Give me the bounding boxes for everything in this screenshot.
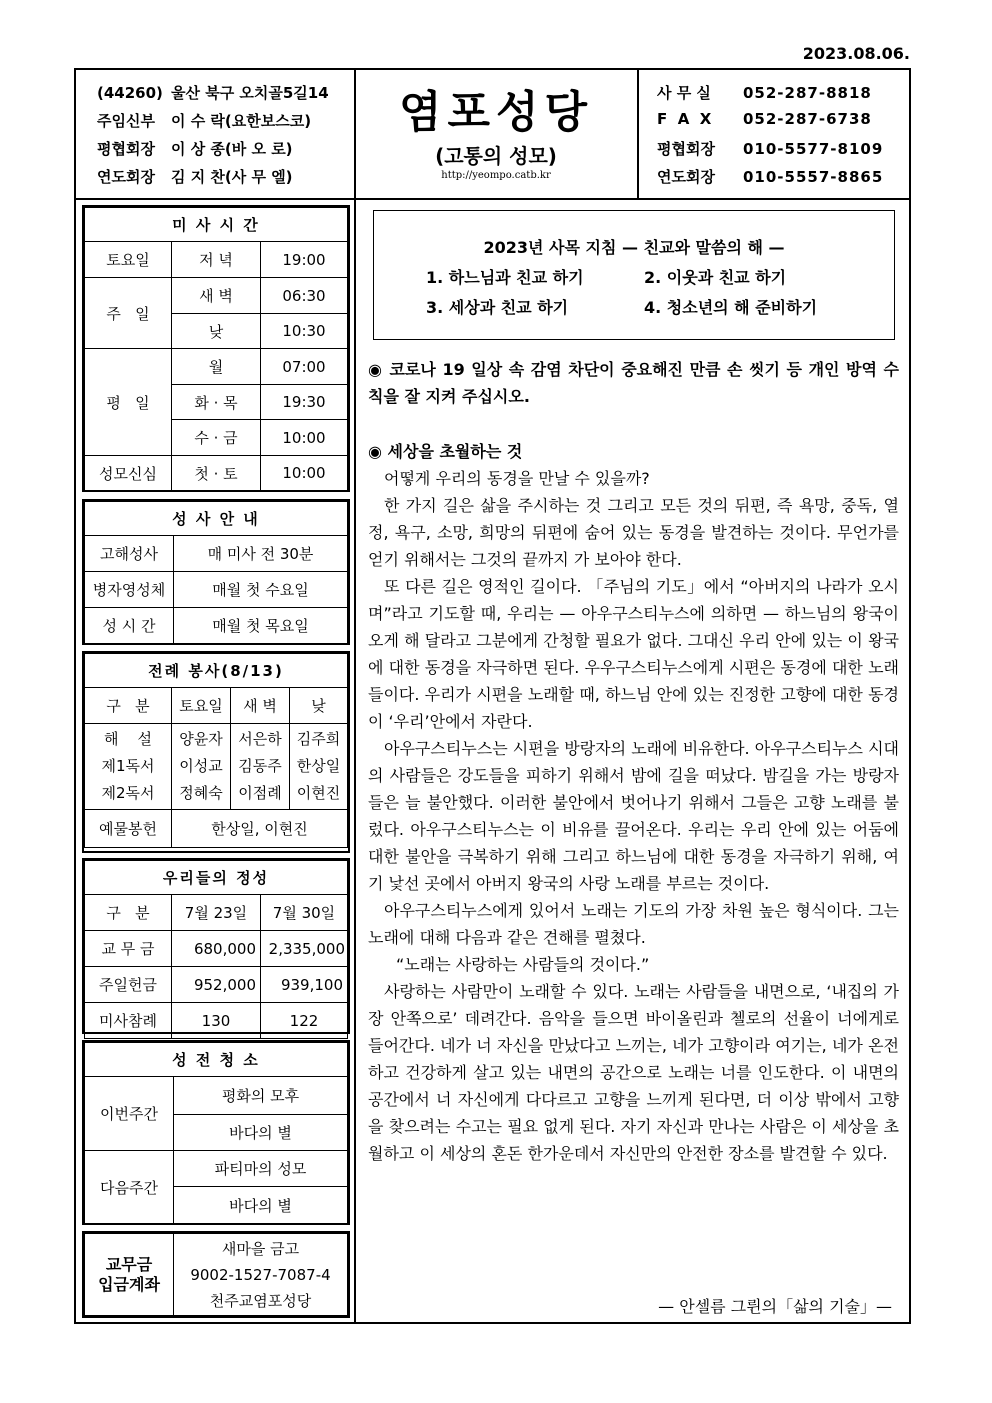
offerings-table: 우리들의 정성 구 분 7월 23일 7월 30일 교 무 금 680,000 2,335,000 주일헌금 952,000 939,100 미사참례 130 122: [84, 860, 348, 1039]
pastoral-guide-box: [373, 210, 895, 340]
header-prayer-president: 연도회장 김 지 찬(사 무 엘): [97, 168, 293, 186]
article-paragraph: 한 가지 길은 삶을 주시하는 것 그리고 모든 것의 뒤편, 즉 욕망, 중독, 열정, 욕구, 소망, 희망의 뒤편에 숨어 있는 동경을 발견하는 것이다. 무언가를 얻기 위해서는 그것의 끝까지 가 보아야 한다.: [368, 496, 899, 569]
pastoral-guide-title: 2023년 사목 지침 — 친교와 말씀의 해 —: [483, 238, 785, 257]
mass-times-title: 미 사 시 간: [85, 208, 348, 242]
account-table: 교무금 입금계좌 새마을 금고 9002-1527-7087-4 천주교염포성당: [84, 1233, 348, 1316]
column-divider: [354, 68, 356, 1324]
article-paragraph: 아우구스티누스에게 있어서 노래는 기도의 가장 차원 높은 형식이다. 그는 노래에 대해 다음과 같은 견해를 펼쳤다.: [368, 901, 899, 947]
article-credit: — 안셀름 그륀의「삶의 기술」—: [658, 1297, 892, 1316]
header-address: (44260) 울산 북구 오치골5길14: [97, 84, 329, 102]
article-paragraph: 아우구스티누스는 시편을 방랑자의 노래에 비유한다. 아우구스티누스 시대의 사람들은 강도들을 피하기 위해서 밤에 길을 떠났다. 밤길을 가는 방랑자들은 늘 불안했다. 이러한 불안에서 벗어나기 위해서 그들은 고향 노래를 불렀다. 아우구스티누스는 이 비유를 끌어온다. 우리는 우리 안에 있는 어둠에 대한 불안을 극복하기 위해 그리고 하느님에 대한 동경을 자극하기 위해, 여기 낯선 곳에서 아버지 왕국의 사랑 노래를 부르는 것이다.: [368, 739, 899, 893]
sacraments-title: 성 사 안 내: [85, 502, 348, 536]
cleaning-title: 성 전 청 소: [85, 1043, 348, 1077]
sacraments-table: 성 사 안 내 고해성사 매 미사 전 30분 병자영성체 매월 첫 수요일 성 시 간 매월 첫 목요일: [84, 501, 348, 644]
offerings-title: 우리들의 정성: [85, 861, 348, 895]
covid-notice: ◉ 코로나 19 일상 속 감염 차단이 중요해진 만큼 손 씻기 등 개인 방역 수칙을 잘 지켜 주십시오.: [368, 360, 899, 406]
header-divider-right: [637, 68, 639, 200]
cleaning-table: 성 전 청 소 이번주간 평화의 모후 바다의 별 다음주간 파티마의 성모 바다의 별: [84, 1042, 348, 1224]
header-pastor: 주임신부 이 수 락(요한보스코): [97, 112, 312, 130]
article-paragraph: 사랑하는 사람만이 노래할 수 있다. 노래는 사람들을 내면으로, ‘내집의 가장 안쪽으로’ 데려간다. 음악을 들으면 바이올린과 첼로의 선율이 너에게로 들어간다. 네가 너 자신을 만났다고 느끼는, 네가 고향이라 여기는, 네가 온전하고 건강하게 살고 있는 내면의 공간으로 노래는 너를 인도한다. 이 내면의 공간에서 너 자신에게 다다르고 고향을 느끼게 된다면, 더 이상 밖에서 고향을 찾으려는 수고는 필요 없게 된다. 자기 자신과 만나는 사람은 이 세상을 초월하고 이 세상의 혼돈 한가운데서 자신만의 안전한 장소를 발견할 수 있다.: [368, 982, 899, 1163]
parish-url[interactable]: http://yeompo.catb.kr: [441, 170, 551, 181]
mass-times-table: 미 사 시 간 토요일 저 녁 19:00 주 일 새 벽 06:30 낮 10:30 평 일 월 07:00 화 · 목 19:30 수 · 금 10:00 성모신심 첫 · 토 10:00: [84, 207, 348, 491]
header-bottom-line: [74, 198, 911, 200]
article-paragraph: 또 다른 길은 영적인 길이다. 「주님의 기도」에서 “아버지의 나라가 오시며”라고 기도할 때, 우리는 — 아우구스티누스에 의하면 — 하느님의 왕국이 오게 해 달라고 그분에게 간청할 필요가 없다. 그대신 우리 안에 있는 이 왕국에 대한 동경을 자극하면 된다. 우우구스티누스에게 시편은 동경에 대한 노래들이다. 우리가 시편을 노래할 때, 하느님 안에 있는 진정한 고향에 대한 동경이 ‘우리’안에서 자란다.: [368, 577, 899, 731]
header-council-president: 평협회장 이 상 종(바 오 로): [97, 140, 293, 158]
contact-prayer: 연도회장 010-5557-8865: [657, 168, 884, 186]
guide-item-3: 3. 세상과 친교 하기: [426, 298, 569, 317]
article-heading: ◉ 세상을 초월하는 것: [368, 442, 523, 461]
bulletin-date: 2023.08.06.: [802, 44, 910, 63]
article-quote: “노래는 사랑하는 사람들의 것이다.”: [396, 955, 650, 974]
guide-item-1: 1. 하느님과 친교 하기: [426, 268, 584, 287]
contact-council: 평협회장 010-5577-8109: [657, 140, 884, 158]
liturgy-table: 전례 봉사(8/13) 구 분 토요일 새 벽 낮 해 설 제1독서 제2독서 양윤자 이성교 정혜숙 서은하 김동주 이점례 김주희 한상일 이현진 예물봉헌 한상일, 이현진: [84, 653, 348, 848]
liturgy-title: 전례 봉사(8/13): [85, 654, 348, 688]
article: [368, 438, 899, 1167]
guide-item-4: 4. 청소년의 해 준비하기: [644, 298, 818, 317]
parish-subtitle: (고통의 성모): [435, 144, 557, 168]
parish-name: 염포성당: [398, 87, 593, 138]
contact-fax: F A X 052-287-6738: [657, 110, 872, 128]
contact-office: 사 무 실 052-287-8818: [657, 84, 872, 102]
article-paragraph: 어떻게 우리의 동경을 만날 수 있을까?: [384, 469, 650, 488]
guide-item-2: 2. 이웃과 친교 하기: [644, 268, 787, 287]
